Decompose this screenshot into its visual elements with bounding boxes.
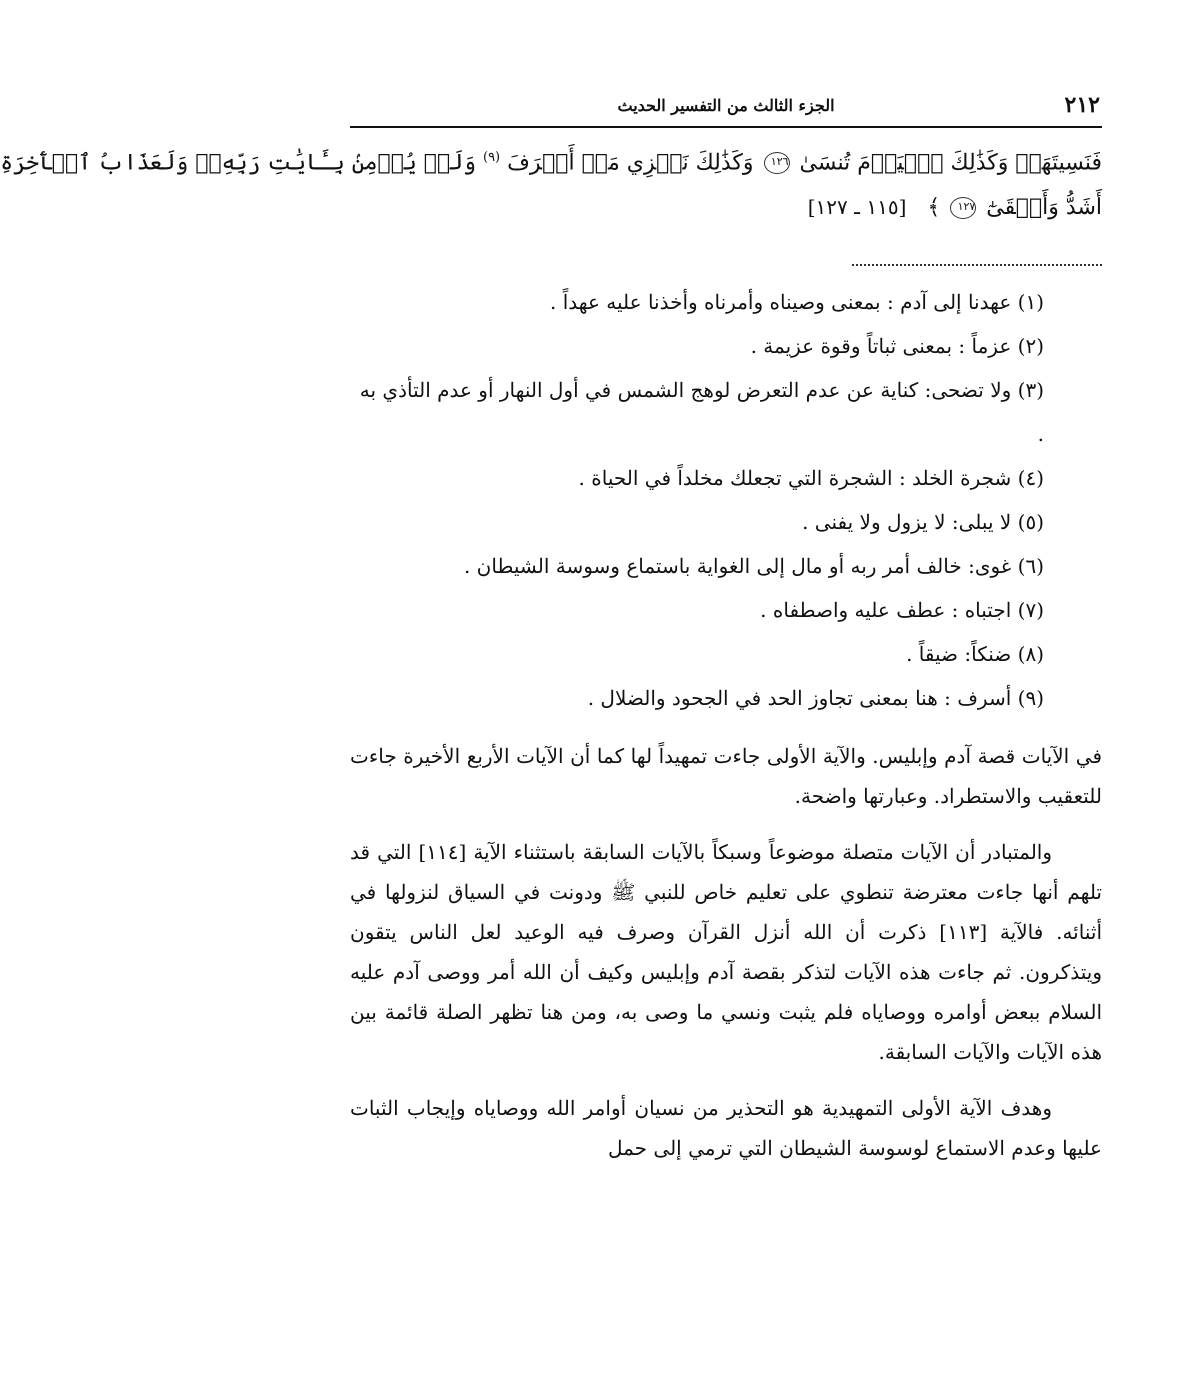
- footnote: (٧) اجتباه : عطف عليه واصطفاه .: [760, 598, 1044, 623]
- quran-line-1: [0, 136, 1102, 185]
- footnote: (٨) ضنكاً: ضيقاً .: [906, 642, 1044, 667]
- footnote: (٣) ولا تضحى: كناية عن عدم التعرض لوهج الشمس في أول النهار أو عدم التأذي به .: [359, 378, 1044, 447]
- quran-line-2: [350, 185, 1102, 230]
- paragraph: والمتبادر أن الآيات متصلة موضوعاً وسبكاً بالآيات السابقة باستثناء الآية [١١٤] التي قد تلهم أنها جاءت معترضة تنطوي على تعليم خاص للنبي ﷺ ودونت في السياق لنزولها في أثنائه. فالآية [١١٣] ذكرت أن الله أنزل القرآن وصرف فيه الوعيد لعل الناس يتقون ويتذكرون. ثم جاءت هذه الآيات لتذكر بقصة آدم وإبليس وكيف أن الله أمر ووصى آدم عليه السلام ببعض أوامره ووصاياه فلم يثبت ونسي ما وصى به، ومن هنا تظهر الصلة قائمة بين هذه الآيات والآيات السابقة.: [350, 840, 1103, 1065]
- paragraph: في الآيات قصة آدم وإبليس. والآية الأولى جاءت تمهيداً لها كما أن الآيات الأربع الأخيرة جاءت للتعقيب والاستطراد. وعبارتها واضحة.: [350, 744, 1102, 809]
- footnote-divider: [852, 264, 1102, 266]
- quran-text: وَلَمۡ يُؤۡمِنۢ بِـَٔايَٰتِ رَبِّهِۦۚ وَلَعَذَابُ ٱلۡأٓخِرَةِ: [0, 150, 476, 176]
- footnote: (١) عهدنا إلى آدم : بمعنى وصيناه وأمرناه وأخذنا عليه عهداً .: [550, 290, 1044, 315]
- quran-text: وَكَذَٰلِكَ نَجۡزِي مَنۡ أَسۡرَفَ: [507, 150, 754, 176]
- page: [0, 92, 1103, 1168]
- footnote: (٢) عزماً : بمعنى ثباتاً وقوة عزيمة .: [750, 334, 1044, 359]
- quran-text: أَشَدُّ وَأَبۡقَىٰٓ: [986, 195, 1102, 221]
- footnote: (٦) غوى: خالف أمر ربه أو مال إلى الغواية باستماع وسوسة الشيطان .: [463, 554, 1044, 579]
- quran-verses: [0, 136, 1102, 230]
- page-number: ٢١٢: [1064, 92, 1100, 118]
- commentary: [350, 736, 1102, 1168]
- footnote: (٥) لا يبلى: لا يزول ولا يفنى .: [802, 510, 1044, 535]
- ayah-number-marker: ١٢٦: [764, 152, 790, 174]
- quran-text: فَنَسِيتَهَاۖ وَكَذَٰلِكَ ٱلۡيَوۡمَ تُنسَىٰ: [799, 150, 1102, 176]
- paragraph: وهدف الآية الأولى التمهيدية هو التحذير من نسيان أوامر الله ووصاياه وإيجاب الثبات عليها وعدم الاستماع لوسوسة الشيطان التي ترمي إلى حمل: [350, 1096, 1102, 1161]
- footnote: (٩) أسرف : هنا بمعنى تجاوز الحد في الجحود والضلال .: [587, 686, 1044, 711]
- verse-range: [١١٥ ـ ١٢٧]: [807, 195, 907, 220]
- closing-bracket: ﴾: [927, 195, 941, 221]
- page-header: [350, 92, 1102, 128]
- ayah-number-marker: ١٢٧: [950, 197, 976, 219]
- footnotes: [350, 280, 1102, 720]
- footnote: (٤) شجرة الخلد : الشجرة التي تجعلك مخلداً في الحياة .: [578, 466, 1044, 491]
- running-title: الجزء الثالث من التفسير الحديث: [617, 96, 835, 115]
- footnote-reference: (٩): [482, 150, 501, 165]
